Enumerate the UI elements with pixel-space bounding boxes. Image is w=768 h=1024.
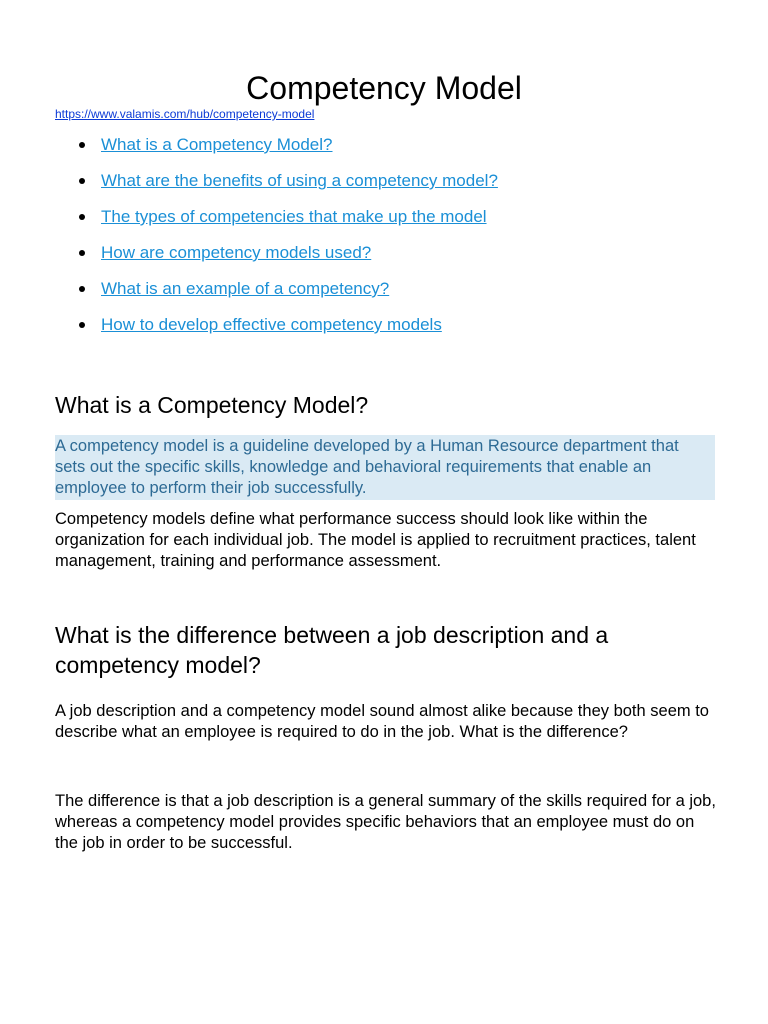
bullet-icon	[79, 178, 85, 184]
bullet-icon	[79, 250, 85, 256]
table-of-contents	[55, 130, 735, 346]
bullet-icon	[79, 286, 85, 292]
section2-paragraph-1: A job description and a competency model sound almost alike because they both seem to describe what an employee is required to do in the job. What is the difference?	[55, 702, 709, 741]
toc-item-what-is	[55, 130, 735, 166]
source-link[interactable]: https://www.valamis.com/hub/competency-model	[55, 107, 315, 121]
bullet-icon	[79, 214, 85, 220]
toc-link-example[interactable]: What is an example of a competency?	[101, 279, 390, 298]
toc-link-what-is[interactable]: What is a Competency Model?	[101, 135, 333, 154]
section-heading-what-is: What is a Competency Model?	[55, 392, 369, 418]
section2-paragraph-2: The difference is that a job description is a general summary of the skills required for a job, whereas a competency model provides specific behaviors that an employee must do on the job in order to be successful.	[55, 792, 716, 852]
section-heading-difference: What is the difference between a job description and a competency model?	[55, 622, 609, 678]
toc-link-benefits[interactable]: What are the benefits of using a competency model?	[101, 171, 498, 190]
toc-item-example	[55, 274, 735, 310]
toc-item-develop	[55, 310, 735, 346]
page-title: Competency Model	[246, 70, 522, 106]
toc-item-used	[55, 238, 735, 274]
definition-highlight: A competency model is a guideline developed by a Human Resource department that sets out the specific skills, knowledge and behavioral requirements that enable an employee to perform their job successfully.	[55, 435, 715, 500]
toc-link-used[interactable]: How are competency models used?	[101, 243, 372, 262]
section1-paragraph: Competency models define what performance success should look like within the organization for each individual job. The model is applied to recruitment practices, talent management, training and performance assessment.	[55, 510, 696, 570]
toc-item-benefits	[55, 166, 735, 202]
toc-item-types	[55, 202, 735, 238]
bullet-icon	[79, 322, 85, 328]
toc-link-types[interactable]: The types of competencies that make up the model	[101, 207, 487, 226]
bullet-icon	[79, 142, 85, 148]
toc-link-develop[interactable]: How to develop effective competency models	[101, 315, 442, 334]
